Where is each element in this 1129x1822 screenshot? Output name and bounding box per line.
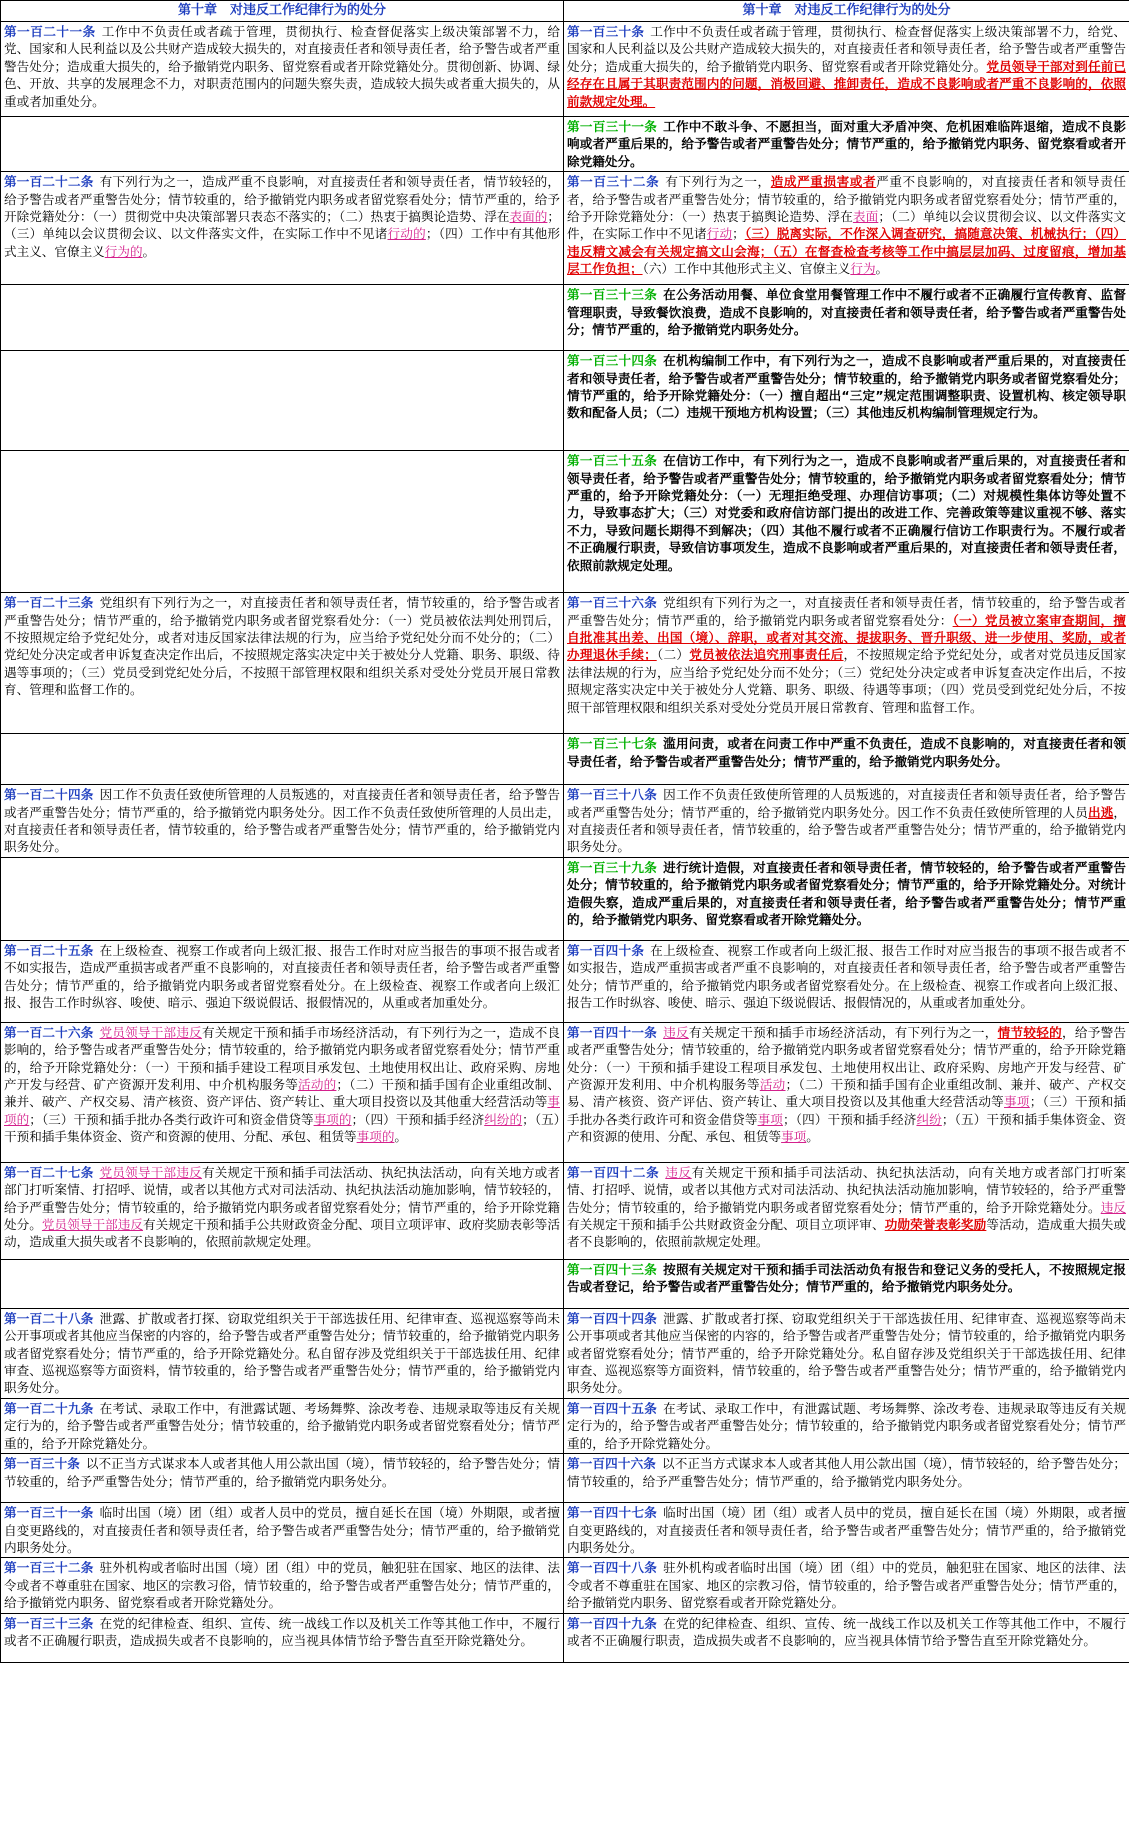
table-row [1, 1613, 1129, 1662]
article-number: 第一百四十条 [567, 942, 645, 958]
article-text: 进行统计造假，对直接责任者和领导责任者，情节较轻的，给予警告或者严重警告处分；情节较重的，给予撤销党内职务或者留党察看处分；情节严重的，给予开除党籍处分。对统计造假失察，造成严重后果的，对直接责任者和领导责任者，给予警告或者严重警告处分；情节严重的，给予撤销党内职务、留党察看或者开除党籍处分。 [567, 859, 1127, 928]
table-row [1, 22, 1129, 117]
article-text: 驻外机构或者临时出国（境）团（组）中的党员，触犯驻在国家、地区的法律、法令或者不尊重驻在国家、地区的宗教习俗，情节较重的，给予警告或者严重警告处分；情节严重的，给予撤销党内职务、留党察看或者开除党籍处分。 [567, 1560, 1127, 1611]
changed-text: 纠纷的 [484, 1111, 523, 1127]
article-text: 。 [806, 1129, 819, 1145]
article-number: 第一百二十二条 [4, 174, 94, 190]
article-text: 工作中不负责任或者疏于管理，贯彻执行、检查督促落实上级决策部署不力，给党、国家和人民利益以及公共财产造成较大损失的，对直接责任者和领导责任者，给予警告或者严重警告处分；造成重大损失的，给予撤销党内职务、留党察看或者开除党籍处分。贯彻创新、协调、绿色、开放、共享的发展理念不力，对职责范围内的问题失察失责，造成较大损失或者重大损失的，从重或者加重处分。 [4, 24, 561, 109]
old-article-cell [1, 1162, 564, 1259]
changed-text: 表面 [852, 209, 879, 225]
article-text: ； [732, 226, 745, 242]
new-article-cell [564, 172, 1129, 285]
old-article-cell [1, 857, 564, 940]
new-article-cell [564, 451, 1129, 593]
new-article-cell [564, 940, 1129, 1022]
old-article-cell [1, 593, 564, 734]
new-article-cell [564, 1259, 1129, 1308]
article-number: 第一百三十二条 [567, 174, 660, 190]
table-row [1, 1022, 1129, 1162]
old-article-cell [1, 1398, 564, 1453]
article-text: 在上级检查、视察工作或者向上级汇报、报告工作时对应当报告的事项不报告或者不如实报告，造成严重损害或者严重不良影响的，对直接责任者和领导责任者，给予警告或者严重警告处分；情节严重的，给予撤销党内职务或者留党察看处分。在上级检查、视察工作或者向上级汇报、报告工作时纵容、唆使、暗示、强迫下级说假话、报假情况的，从重或者加重处分。 [4, 942, 561, 1011]
article-text: ；（四）干预和插手经济 [783, 1111, 917, 1127]
old-article-cell [1, 1259, 564, 1308]
old-article-cell [1, 172, 564, 285]
new-article-cell [564, 351, 1129, 451]
new-article-cell [564, 22, 1129, 117]
new-article-cell [564, 1022, 1129, 1162]
added-text: 功勋荣誉表彰奖励 [884, 1217, 987, 1233]
added-text: 情节较轻的 [997, 1024, 1062, 1040]
new-article-cell [564, 1162, 1129, 1259]
changed-text: 表面的 [509, 209, 548, 225]
changed-text: 党员领导干部违反 [99, 1024, 202, 1040]
article-text: 有关规定干预和插手市场经济活动，有下列行为之一，造成不良影响的，给予警告或者严重警告处分；情节较重的，给予撤销党内职务或者留党察看处分；情节严重的，给予开除党籍处分：（一）干预和插手建设工程项目承发包、土地使用权出让、政府采购、房地产开发与经营、矿产资源开发利用、中介机构服务等 [4, 1024, 561, 1093]
article-number: 第一百四十六条 [567, 1456, 656, 1472]
changed-text: 行动 [706, 226, 733, 242]
table-row [1, 1558, 1129, 1613]
changed-text: 党员领导干部违反 [41, 1217, 144, 1233]
changed-text: 事项 [781, 1129, 807, 1145]
article-number: 第一百三十五条 [567, 453, 658, 469]
article-text: 临时出国（境）团（组）或者人员中的党员，擅自延长在国（境）外期限，或者擅自变更路线的，对直接责任者和领导责任者，给予警告或者严重警告处分；情节严重的，给予撤销党内职务处分。 [567, 1505, 1127, 1555]
table-row [1, 285, 1129, 351]
old-article-cell [1, 351, 564, 451]
article-number: 第一百四十三条 [567, 1261, 658, 1277]
article-number: 第一百三十七条 [567, 736, 658, 752]
article-number: 第一百三十二条 [4, 1560, 94, 1576]
article-text: 因工作不负责任致使所管理的人员叛逃的，对直接责任者和领导责任者，给予警告或者严重警告处分；情节严重的，给予撤销党内职务处分。因工作不负责任致使所管理的人员出走，对直接责任者和领导责任者，情节较重的，给予警告或者严重警告处分；情节严重的，给予撤销党内职务处分。 [4, 787, 561, 855]
article-text: ；（五）干预和插手集体资金、资产和资源的使用、分配、承包、租赁等 [567, 1111, 1127, 1145]
article-text: 在信访工作中，有下列行为之一，造成不良影响或者严重后果的，对直接责任者和领导责任者，给予警告或者严重警告处分；情节较重的，给予撤销党内职务或者留党察看处分；情节严重的，给予开除党籍处分：（一）无理拒绝受理、办理信访事项；（二）对规模性集体访等处置不力，导致事态扩大；（三）对党委和政府信访部门提出的改进工作、完善政策等建议重视不够、落实不力，导致问题长期得不到解决；（四）其他不履行或者不正确履行信访工作职责行为。不履行或者不正确履行职责，导致信访事项发生，造成不良影响或者严重后果的，对直接责任者和领导责任者，依照前款规定处理。 [567, 453, 1127, 573]
article-text: 驻外机构或者临时出国（境）团（组）中的党员，触犯驻在国家、地区的法律、法令或者不尊重驻在国家、地区的宗教习俗，情节较重的，给予警告或者严重警告处分；情节严重的，给予撤销党内职务、留党察看或者开除党籍处分。 [4, 1560, 561, 1611]
article-number: 第一百四十一条 [567, 1024, 658, 1040]
article-text: 以不正当方式谋求本人或者其他人用公款出国（境），情节较轻的，给予警告处分；情节较重的，给予严重警告处分；情节严重的，给予撤销党内职务处分。 [567, 1456, 1126, 1489]
table-row [1, 1503, 1129, 1558]
article-text: 临时出国（境）团（组）或者人员中的党员，擅自延长在国（境）外期限，或者擅自变更路线的，对直接责任者和领导责任者，给予警告或者严重警告处分；情节严重的，给予撤销党内职务处分。 [4, 1505, 561, 1555]
article-text: 工作中不敢斗争、不愿担当，面对重大矛盾冲突、危机困难临阵退缩，造成不良影响或者严重后果的，给予警告或者严重警告处分；情节严重的，给予撤销党内职务、留党察看或者开除党籍处分。 [567, 119, 1127, 169]
article-text: 。 [394, 1129, 407, 1145]
added-text: 党员被依法追究刑事责任后 [689, 647, 844, 663]
table-row [1, 451, 1129, 593]
added-text: （一）党员被立案审查期间，擅自批准其出差、出国（境）、辞职，或者对其交流、提拔职务、晋升职级、进一步使用、奖励，或者办理退休手续； [567, 612, 1126, 663]
article-text: 工作中不负责任或者疏于管理，贯彻执行、检查督促落实上级决策部署不力，给党、国家和人民利益以及公共财产造成较大损失的，对直接责任者和领导责任者，给予警告或者严重警告处分；造成重大损失的，给予撤销党内职务、留党察看或者开除党籍处分。 [567, 24, 1127, 74]
article-text: ；（三）干预和插手批办各类行政许可和资金借贷等 [29, 1111, 314, 1127]
article-number: 第一百四十四条 [567, 1310, 658, 1326]
changed-text: 行为的 [104, 243, 143, 259]
changed-text: 违反 [665, 1164, 692, 1180]
article-text: 按照有关规定对干预和插手司法活动负有报告和登记义务的受托人，不按照规定报告或者登记，给予警告或者严重警告处分；情节严重的，给予撤销党内职务处分。 [567, 1261, 1127, 1295]
article-text: ；（三）干预和插手批办各类行政许可和资金借贷等 [567, 1094, 1127, 1127]
article-number: 第一百三十一条 [4, 1505, 94, 1521]
article-text: 滥用问责，或者在问责工作中严重不负责任，造成不良影响的，对直接责任者和领导责任者，给予警告或者严重警告处分；情节严重的，给予撤销党内职务处分。 [567, 736, 1127, 769]
article-text: 严重不良影响的，对直接责任者和领导责任者，给予警告或者严重警告处分；情节较重的，给予撤销党内职务或者留党察看处分；情节严重的，给予开除党籍处分：（一）热衷于搞舆论造势、浮在 [567, 174, 1127, 225]
article-text: 以不正当方式谋求本人或者其他人用公款出国（境），情节较轻的，给予警告处分；情节较重的，给予严重警告处分；情节严重的，给予撤销党内职务处分。 [4, 1456, 561, 1489]
table-row [1, 857, 1129, 940]
article-text: ；（二）单纯以会议贯彻会议、以文件落实文件，在实际工作中不见诸 [567, 209, 1127, 242]
table-row [1, 940, 1129, 1022]
table-row [1, 1398, 1129, 1453]
article-text: 党组织有下列行为之一，对直接责任者和领导责任者，情节较重的，给予警告或者严重警告处分；情节严重的，给予撤销党内职务或者留党察看处分：（一）党员被依法判处刑罚后，不按照规定给予党纪处分，或者对违反国家法律法规的行为，应当给予党纪处分而不处分的；（二）党纪处分决定或者申诉复查决定作出后，不按照规定落实决定中关于被处分人党籍、职务、职级、待遇等事项的；（三）党员受到党纪处分后，不按照干部管理权限和组织关系对受处分党员开展日常教育、管理和监督工作的。 [4, 595, 561, 698]
article-text: （二） [656, 647, 690, 663]
changed-text: 违反 [1100, 1199, 1127, 1215]
changed-text: 行为 [850, 261, 876, 277]
article-number: 第一百三十六条 [567, 595, 658, 611]
table-row [1, 1308, 1129, 1398]
article-text: 有下列行为之一， [665, 174, 771, 190]
article-number: 第一百三十四条 [567, 353, 658, 369]
article-text: 有关规定干预和插手司法活动、执纪执法活动，向有关地方或者部门打听案情、打招呼、说情，或者以其他方式对司法活动、执纪执法活动施加影响，情节较轻的，给予严重警告处分；情节较重的，给予撤销党内职务或者留党察看处分；情节严重的，给予开除党籍处分。 [567, 1164, 1127, 1215]
old-article-cell [1, 1022, 564, 1162]
article-text: ，给予警告或者严重警告处分；情节较重的，给予撤销党内职务或者留党察看处分；情节严重的，给予开除党籍处分：（一）干预和插手建设工程项目承发包、土地使用权出让、政府采购、房地产开发与经营、矿产资源开发利用、中介机构服务等 [567, 1024, 1127, 1093]
article-number: 第一百二十八条 [4, 1310, 94, 1326]
header-left-chapter-title: 第十章 对违反工作纪律行为的处分 [1, 1, 564, 22]
changed-text: 事项 [757, 1111, 783, 1127]
comparison-rows [1, 22, 1129, 1663]
old-article-cell [1, 1308, 564, 1398]
old-article-cell [1, 1613, 564, 1662]
article-text: （六）工作中其他形式主义、官僚主义 [642, 261, 851, 277]
article-number: 第一百二十九条 [4, 1400, 94, 1416]
article-number: 第一百二十六条 [4, 1024, 94, 1040]
article-text: 有关规定干预和插手公共财政资金分配、项目立项评审、政府奖励表彰等活动，造成重大损失或者不良影响的，依照前款规定处理。 [4, 1217, 561, 1250]
old-article-cell [1, 285, 564, 351]
table-row [1, 351, 1129, 451]
added-text: （三）脱离实际，不作深入调查研究，搞随意决策、机械执行；（四）违反精文减会有关规定搞文山会海；（五）在督查检查考核等工作中搞层层加码、过度留痕，增加基层工作负担； [567, 226, 1127, 277]
table-row [1, 593, 1129, 734]
new-article-cell [564, 1613, 1129, 1662]
article-text: ；（三）单纯以会议贯彻会议、以文件落实文件，在实际工作中不见诸 [4, 209, 561, 242]
header-row [1, 1, 1129, 22]
article-number: 第一百三十三条 [567, 287, 658, 303]
article-number: 第一百三十条 [4, 1456, 80, 1472]
table-row [1, 734, 1129, 785]
old-article-cell [1, 1503, 564, 1558]
article-number: 第一百二十七条 [4, 1164, 94, 1180]
changed-text: 行动的 [387, 226, 426, 242]
article-text: 有关规定干预和插手司法活动、执纪执法活动，向有关地方或者部门打听案情、打招呼、说情，或者以其他方式对司法活动、执纪执法活动施加影响，情节较轻的，给予严重警告处分；情节较重的，给予撤销党内职务或者留党察看处分；情节严重的，给予开除党籍处分。 [4, 1164, 561, 1233]
article-text: 在考试、录取工作中，有泄露试题、考场舞弊、涂改考卷、违规录取等违反有关规定行为的，给予警告或者严重警告处分；情节较重的，给予撤销党内职务或者留党察看处分；情节严重的，给予开除党籍处分。 [4, 1400, 561, 1451]
changed-text: 活动 [759, 1077, 786, 1093]
article-number: 第一百四十五条 [567, 1400, 658, 1416]
table-row [1, 1454, 1129, 1503]
old-article-cell [1, 1454, 564, 1503]
changed-text: 活动的 [298, 1077, 337, 1093]
article-number: 第一百二十一条 [4, 24, 96, 39]
new-article-cell [564, 285, 1129, 351]
article-text: 在上级检查、视察工作或者向上级汇报、报告工作时对应当报告的事项不报告或者不如实报告，造成严重损害或者严重不良影响的，对直接责任者和领导责任者，给予警告或者严重警告处分；情节严重的，给予撤销党内职务或者留党察看处分。在上级检查、视察工作或者向上级汇报、报告工作时纵容、唆使、暗示、强迫下级说假话、报假情况的，从重或者加重处分。 [567, 942, 1127, 1011]
article-text: 在机构编制工作中，有下列行为之一，造成不良影响或者严重后果的，对直接责任者和领导责任者，给予警告或者严重警告处分；情节较重的，给予撤销党内职务或者留党察看处分；情节严重的，给予开除党籍处分：（一）擅自超出“三定”规定范围调整职责、设置机构、核定领导职数和配备人员；（二）违规干预地方机构设置；（三）其他违反机构编制管理规定行为。 [567, 353, 1127, 421]
article-text: ，不按照规定给予党纪处分，或者对党员违反国家法律法规的行为，应当给予党纪处分而不处分；（三）党纪处分决定或者申诉复查决定作出后，不按照规定落实决定中关于被处分人党籍、职务、职级、待遇等事项；（四）党员受到党纪处分后，不按照干部管理权限和组织关系对受处分党员开展日常教育、管理和监督工作。 [567, 647, 1127, 715]
old-article-cell [1, 1558, 564, 1613]
article-number: 第一百二十四条 [4, 787, 94, 803]
article-number: 第一百三十三条 [4, 1615, 94, 1631]
article-text: 在党的纪律检查、组织、宣传、统一战线工作以及机关工作等其他工作中，不履行或者不正确履行职责，造成损失或者不良影响的，应当视具体情节给予警告直至开除党籍处分。 [4, 1615, 561, 1648]
new-article-cell [564, 117, 1129, 172]
article-number: 第一百二十五条 [4, 942, 94, 958]
new-article-cell [564, 1558, 1129, 1613]
new-article-cell [564, 857, 1129, 940]
article-text: 党组织有下列行为之一，对直接责任者和领导责任者，情节较重的，给予警告或者严重警告处分；情节严重的，给予撤销党内职务或者留党察看处分： [567, 595, 1127, 628]
old-article-cell [1, 22, 564, 117]
article-text: ；（四）工作中有其他形式主义、官僚主义 [4, 226, 561, 259]
article-text: ；（二）干预和插手国有企业重组改制、兼并、破产、产权交易、清产核资、资产评估、资产转让、重大项目投资以及其他重大经营活动等 [4, 1077, 561, 1110]
new-article-cell [564, 1308, 1129, 1398]
article-text: 泄露、扩散或者打探、窃取党组织关于干部选拔任用、纪律审查、巡视巡察等尚未公开事项或者其他应当保密的内容的，给予警告或者严重警告处分；情节较重的，给予撤销党内职务或者留党察看处分；情节严重的，给予开除党籍处分。私自留存涉及党组织关于干部选拔任用、纪律审查、巡视巡察等方面资料，情节较重的，给予警告或者严重警告处分；情节严重的，给予撤销党内职务处分。 [567, 1310, 1127, 1396]
article-number: 第一百四十八条 [567, 1560, 658, 1576]
changed-text: 事项 [1004, 1094, 1030, 1110]
old-article-cell [1, 940, 564, 1022]
article-text: 泄露、扩散或者打探、窃取党组织关于干部选拔任用、纪律审查、巡视巡察等尚未公开事项或者其他应当保密的内容的，给予警告或者严重警告处分；情节较重的，给予撤销党内职务或者留党察看处分；情节严重的，给予开除党籍处分。私自留存涉及党组织关于干部选拔任用、纪律审查、巡视巡察等方面资料，情节较重的，给予警告或者严重警告处分；情节严重的，给予撤销党内职务处分。 [4, 1310, 561, 1396]
changed-text: 违反 [663, 1024, 689, 1040]
changed-text: 事项的 [356, 1129, 395, 1145]
old-article-cell [1, 734, 564, 785]
changed-text: 党员领导干部违反 [99, 1164, 202, 1180]
old-article-cell [1, 117, 564, 172]
article-text: ；（二）干预和插手国有企业重组改制、兼并、破产、产权交易、清产核资、资产评估、资产转让、重大项目投资以及其他重大经营活动等 [567, 1077, 1127, 1110]
article-number: 第一百三十一条 [567, 119, 658, 134]
changed-text: 纠纷 [916, 1111, 942, 1127]
new-article-cell [564, 785, 1129, 858]
table-row [1, 785, 1129, 858]
article-text: 在考试、录取工作中，有泄露试题、考场舞弊、涂改考卷、违规录取等违反有关规定行为的，给予警告或者严重警告处分；情节较重的，给予撤销党内职务或者留党察看处分；情节严重的，给予开除党籍处分。 [567, 1400, 1127, 1451]
article-text: 等活动，造成重大损失或者不良影响的，依照前款规定处理。 [567, 1217, 1127, 1250]
article-text: 。 [875, 261, 889, 277]
article-text: 。 [142, 243, 156, 259]
article-number: 第一百四十七条 [567, 1505, 658, 1521]
header-right-chapter-title: 第十章 对违反工作纪律行为的处分 [564, 1, 1129, 22]
table-row [1, 1259, 1129, 1308]
article-text: 因工作不负责任致使所管理的人员叛逃的，对直接责任者和领导责任者，给予警告或者严重警告处分；情节严重的，给予撤销党内职务处分。因工作不负责任致使所管理的人员 [567, 787, 1127, 820]
article-text: 有关规定干预和插手公共财政资金分配、项目立项评审、 [567, 1217, 885, 1233]
new-article-cell [564, 734, 1129, 785]
article-text: 有下列行为之一，造成严重不良影响，对直接责任者和领导责任者，情节较轻的，给予警告或者严重警告处分；情节较重的，给予撤销党内职务或者留党察看处分；情节严重的，给予开除党籍处分：（一）贯彻党中央决策部署只表态不落实的；（二）热衷于搞舆论造势、浮在 [4, 174, 561, 225]
article-text: 在党的纪律检查、组织、宣传、统一战线工作以及机关工作等其他工作中，不履行或者不正确履行职责，造成损失或者不良影响的，应当视具体情节给予警告直至开除党籍处分。 [567, 1615, 1127, 1648]
new-article-cell [564, 1503, 1129, 1558]
old-article-cell [1, 451, 564, 593]
new-article-cell [564, 1398, 1129, 1453]
added-text: 党员领导干部对到任前已经存在且属于其职责范围内的问题，消极回避、推卸责任，造成不良影响或者严重不良影响的，依照前款规定处理。 [567, 58, 1127, 109]
article-number: 第一百三十八条 [567, 787, 658, 803]
new-article-cell [564, 593, 1129, 734]
added-text: 出逃 [1088, 804, 1114, 820]
article-text: ；（五）干预和插手集体资金、资产和资源的使用、分配、承包、租赁等 [4, 1111, 561, 1145]
article-number: 第一百三十条 [567, 24, 645, 39]
article-text: 在公务活动用餐、单位食堂用餐管理工作中不履行或者不正确履行宣传教育、监督管理职责，导致餐饮浪费，造成不良影响的，对直接责任者和领导责任者，给予警告或者严重警告处分；情节严重的，给予撤销党内职务处分。 [567, 287, 1127, 338]
table-row [1, 1162, 1129, 1259]
old-article-cell [1, 785, 564, 858]
added-text: 造成严重损害或者 [770, 174, 877, 190]
article-number: 第一百二十三条 [4, 595, 94, 611]
table-row [1, 117, 1129, 172]
table-row [1, 172, 1129, 285]
article-number: 第一百四十二条 [567, 1164, 660, 1180]
article-text: ，对直接责任者和领导责任者，情节较重的，给予警告或者严重警告处分；情节严重的，给予撤销党内职务处分。 [567, 804, 1127, 855]
new-article-cell [564, 1454, 1129, 1503]
article-number: 第一百三十九条 [567, 859, 658, 875]
article-text: ；（四）干预和插手经济 [351, 1111, 485, 1127]
article-number: 第一百四十九条 [567, 1615, 658, 1631]
changed-text: 事项的 [313, 1111, 352, 1127]
article-text: 有关规定干预和插手市场经济活动，有下列行为之一， [688, 1024, 998, 1040]
changed-text: 事项的 [4, 1094, 560, 1127]
